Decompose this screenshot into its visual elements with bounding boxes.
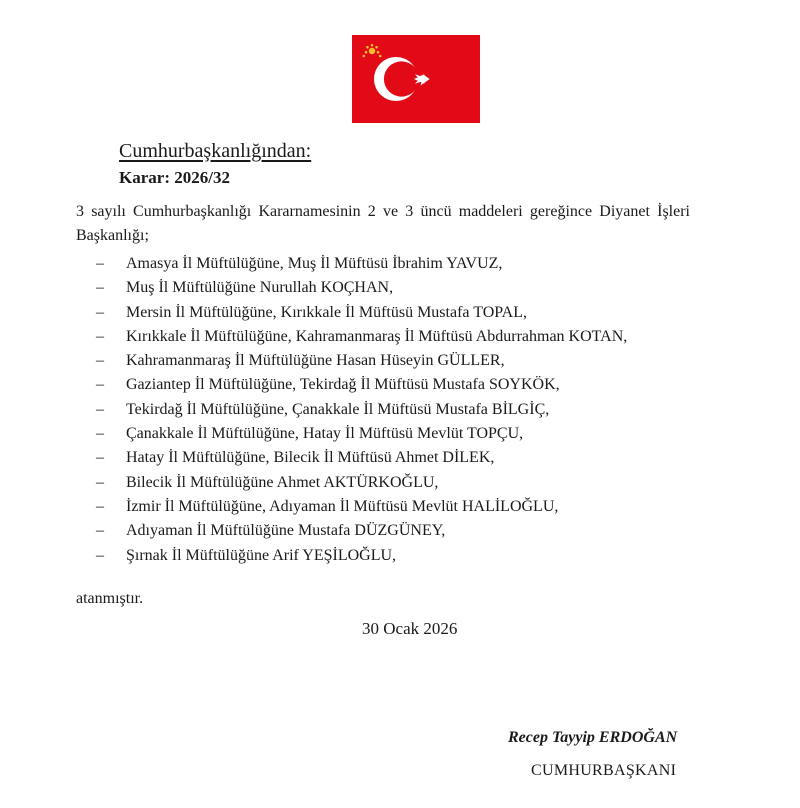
list-dash: – — [96, 279, 104, 297]
list-dash: – — [96, 352, 104, 370]
list-dash: – — [96, 327, 104, 345]
appointment-text: Kırıkkale İl Müftülüğüne, Kahramanmaraş İl Müftüsü Abdurrahman KOTAN, — [126, 327, 628, 345]
intro-line-2: Başkanlığı; — [76, 227, 149, 244]
appointment-item — [96, 325, 627, 349]
appointment-text: Gaziantep İl Müftülüğüne, Tekirdağ İl Müftüsü Mustafa SOYKÖK, — [126, 376, 560, 394]
appointment-item — [96, 446, 627, 470]
signatory-title: CUMHURBAŞKANI — [531, 762, 677, 779]
decree-date: 30 Ocak 2026 — [362, 619, 458, 638]
intro-paragraph — [76, 200, 690, 248]
list-dash: – — [96, 449, 104, 467]
appointment-list — [96, 252, 627, 568]
appointment-text: Bilecik İl Müftülüğüne Ahmet AKTÜRKOĞLU, — [126, 473, 439, 491]
appointment-text: Şırnak İl Müftülüğüne Arif YEŞİLOĞLU, — [126, 546, 397, 564]
appointment-item — [96, 495, 627, 519]
list-dash: – — [96, 303, 104, 321]
appointment-item — [96, 519, 627, 543]
appointment-item — [96, 544, 627, 568]
appointment-text: Adıyaman İl Müftülüğüne Mustafa DÜZGÜNEY, — [126, 522, 446, 540]
intro-line-1: 3 sayılı Cumhurbaşkanlığı Kararnamesinin 2 ve 3 üncü maddeleri gereğince Diyanet İşleri — [76, 203, 690, 220]
appointment-item — [96, 349, 627, 373]
appointment-item — [96, 301, 627, 325]
issuer-heading: Cumhurbaşkanlığından: — [119, 140, 312, 162]
list-dash: – — [96, 546, 104, 564]
appointment-text: Muş İl Müftülüğüne Nurullah KOÇHAN, — [126, 279, 394, 297]
appointment-text: Hatay İl Müftülüğüne, Bilecik İl Müftüsü Ahmet DİLEK, — [126, 449, 495, 467]
appointment-item — [96, 471, 627, 495]
appointment-text: Tekirdağ İl Müftülüğüne, Çanakkale İl Müftüsü Mustafa BİLGİÇ, — [126, 400, 550, 418]
appointment-text: Kahramanmaraş İl Müftülüğüne Hasan Hüseyin GÜLLER, — [126, 352, 505, 370]
list-dash: – — [96, 400, 104, 418]
list-dash: – — [96, 497, 104, 515]
appointment-text: Amasya İl Müftülüğüne, Muş İl Müftüsü İbrahim YAVUZ, — [126, 255, 503, 272]
appointment-item — [96, 252, 627, 276]
appointment-item — [96, 373, 627, 397]
list-dash: – — [96, 376, 104, 394]
decision-number: Karar: 2026/32 — [119, 168, 230, 187]
appointment-item — [96, 422, 627, 446]
turkish-flag-icon — [352, 35, 480, 123]
appointment-text: Mersin İl Müftülüğüne, Kırıkkale İl Müftüsü Mustafa TOPAL, — [126, 303, 528, 321]
signatory-name: Recep Tayyip ERDOĞAN — [508, 729, 678, 746]
appointment-text: Çanakkale İl Müftülüğüne, Hatay İl Müftüsü Mevlüt TOPÇU, — [126, 425, 524, 443]
list-dash: – — [96, 473, 104, 491]
appointment-item — [96, 398, 627, 422]
appointment-text: İzmir İl Müftülüğüne, Adıyaman İl Müftüsü Mevlüt HALİLOĞLU, — [126, 497, 559, 515]
list-dash: – — [96, 255, 104, 272]
appointment-item — [96, 276, 627, 300]
list-dash: – — [96, 425, 104, 443]
closing-text: atanmıştır. — [76, 590, 144, 607]
list-dash: – — [96, 522, 104, 540]
